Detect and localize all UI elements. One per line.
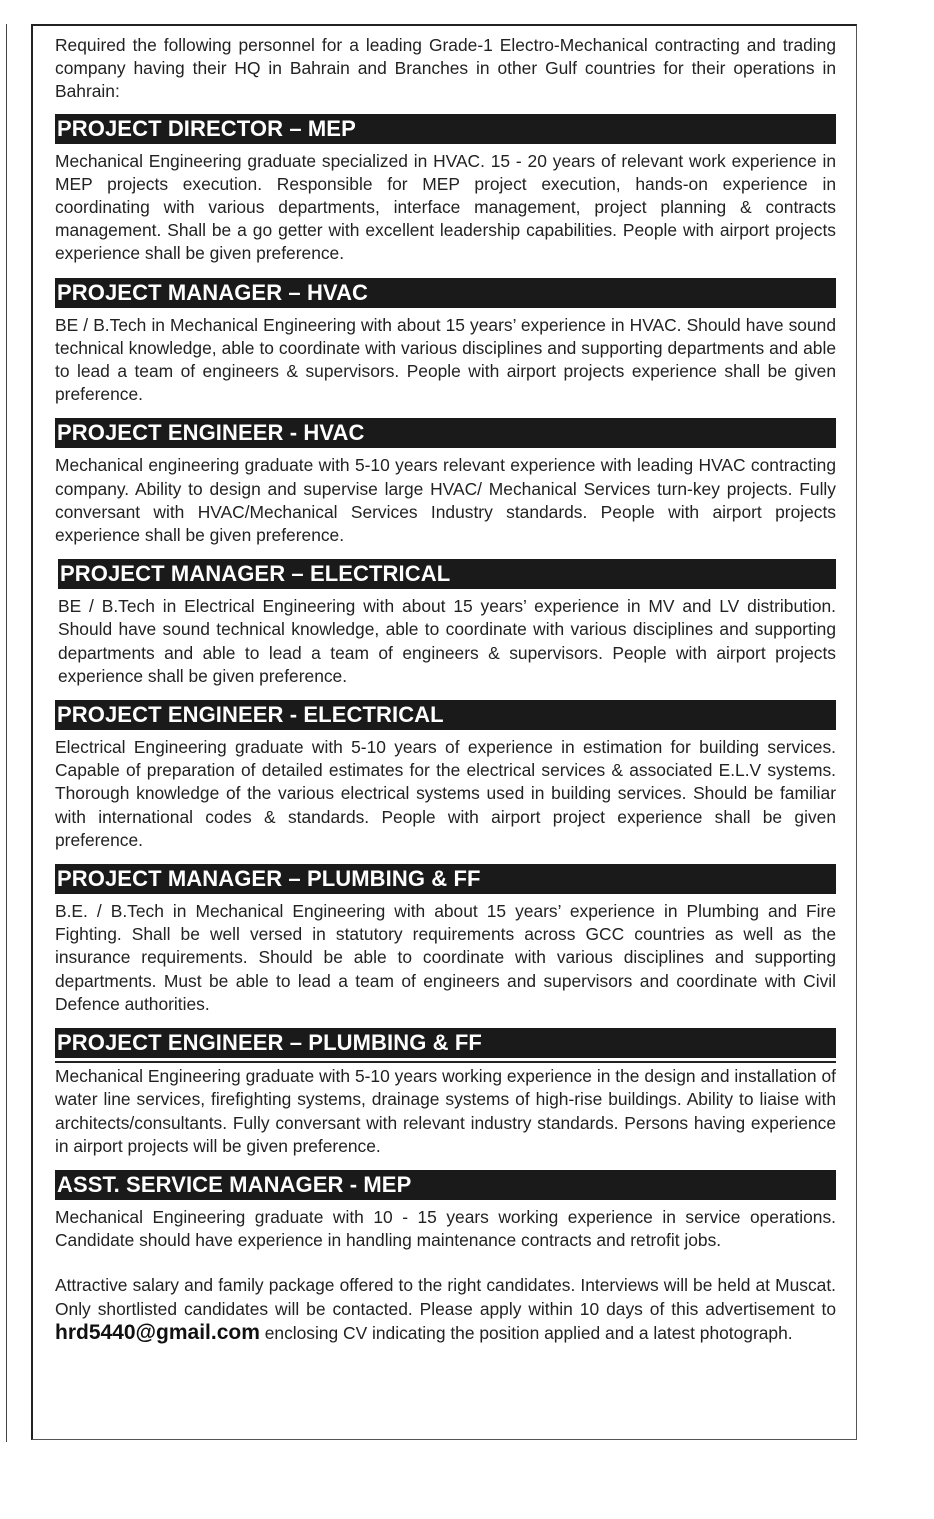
position-description: Electrical Engineering graduate with 5-10 years of experience in estimation for building services. Capable of preparation of detailed estimates for the electrical services & associated E.L.V systems. Thorough knowledge of the various electrical systems used in building services. Should be familiar with international codes & standards. People with airport project experience shall be given preference.	[55, 737, 836, 850]
position-description: Mechanical Engineering graduate specialized in HVAC. 15 - 20 years of relevant work experience in MEP projects execution. Responsible for MEP project execution, hands-on experience in coordinating with various departments, interface management, project planning & contracts management. Shall be a go getter with excellent leadership capabilities. People with airport projects experience shall be given preference.	[55, 150, 836, 264]
position-title: PROJECT DIRECTOR – MEP	[55, 114, 836, 144]
application-email[interactable]: hrd5440@gmail.com	[55, 1320, 260, 1344]
left-margin-rule	[6, 24, 7, 1442]
position-project-engineer-plumbing-ff	[55, 1028, 836, 1158]
position-description: B.E. / B.Tech in Mechanical Engineering with about 15 years’ experience in Plumbing and Fire Fighting. Shall be well versed in statutory requirements across GCC countries as well as the insurance requirements. Should be able to coordinate with various disciplines and supporting departments. Must be able to lead a team of engineers and supervisors and coordinate with Civil Defence authorities.	[55, 901, 836, 1014]
position-title: ASST. SERVICE MANAGER - MEP	[55, 1170, 836, 1200]
position-title: PROJECT ENGINEER – PLUMBING & FF	[55, 1028, 836, 1058]
position-description: Mechanical engineering graduate with 5-10 years relevant experience with leading HVAC contracting company. Ability to design and supervise large HVAC/ Mechanical Services turn-key projects. Fully conversant with HVAC/Mechanical Services Industry standards. People with airport projects experience shall be given preference.	[55, 455, 836, 546]
closing-paragraph	[55, 1274, 836, 1345]
intro-paragraph: Required the following personnel for a leading Grade-1 Electro-Mechanical contracting and trading company having their HQ in Bahrain and Branches in other Gulf countries for their operations in Bahrain:	[55, 35, 836, 102]
position-title: PROJECT MANAGER – HVAC	[55, 278, 836, 308]
position-project-director-mep	[55, 114, 836, 266]
position-title: PROJECT ENGINEER - ELECTRICAL	[55, 700, 836, 730]
job-advertisement	[31, 24, 857, 1440]
position-title: PROJECT MANAGER – ELECTRICAL	[58, 559, 836, 589]
position-project-manager-plumbing-ff	[55, 864, 836, 1016]
position-description: Mechanical Engineering graduate with 10 - 15 years working experience in service operations. Candidate should have experience in handling maintenance contracts and retrofit jobs.	[55, 1206, 836, 1251]
position-project-engineer-electrical	[55, 700, 836, 852]
closing-text-after-email: enclosing CV indicating the position applied and a latest photograph.	[259, 1322, 793, 1343]
position-description: Mechanical Engineering graduate with 5-10 years working experience in the design and installation of water line services, firefighting systems, drainage systems of high-rise buildings. Ability to liaise with architects/consultants. Fully conversant with relevant industry standards. Persons having experience in airport projects will be given preference.	[55, 1066, 836, 1156]
position-project-manager-hvac	[55, 278, 836, 407]
position-project-engineer-hvac	[55, 418, 836, 547]
position-description: BE / B.Tech in Mechanical Engineering with about 15 years’ experience in HVAC. Should have sound technical knowledge, able to coordinate with various disciplines and supporting departments and able to lead a team of engineers & supervisors. People with airport projects experience shall be given preference.	[55, 314, 836, 405]
position-description: BE / B.Tech in Electrical Engineering with about 15 years’ experience in MV and LV distribution. Should have sound technical knowledge, able to coordinate with various disciplines and supporting departments and able to lead a team of engineers & supervisors. People with airport projects experience shall be given preference.	[58, 596, 836, 686]
heading-underline	[55, 1061, 836, 1063]
position-asst-service-manager-mep	[55, 1170, 836, 1252]
position-title: PROJECT MANAGER – PLUMBING & FF	[55, 864, 836, 894]
position-project-manager-electrical	[55, 559, 836, 688]
closing-text-before-email: Attractive salary and family package offered to the right candidates. Interviews will be held at Muscat. Only shortlisted candidates will be contacted. Please apply within 10 days of this advertisement to	[55, 1275, 836, 1319]
position-title: PROJECT ENGINEER - HVAC	[55, 418, 836, 448]
